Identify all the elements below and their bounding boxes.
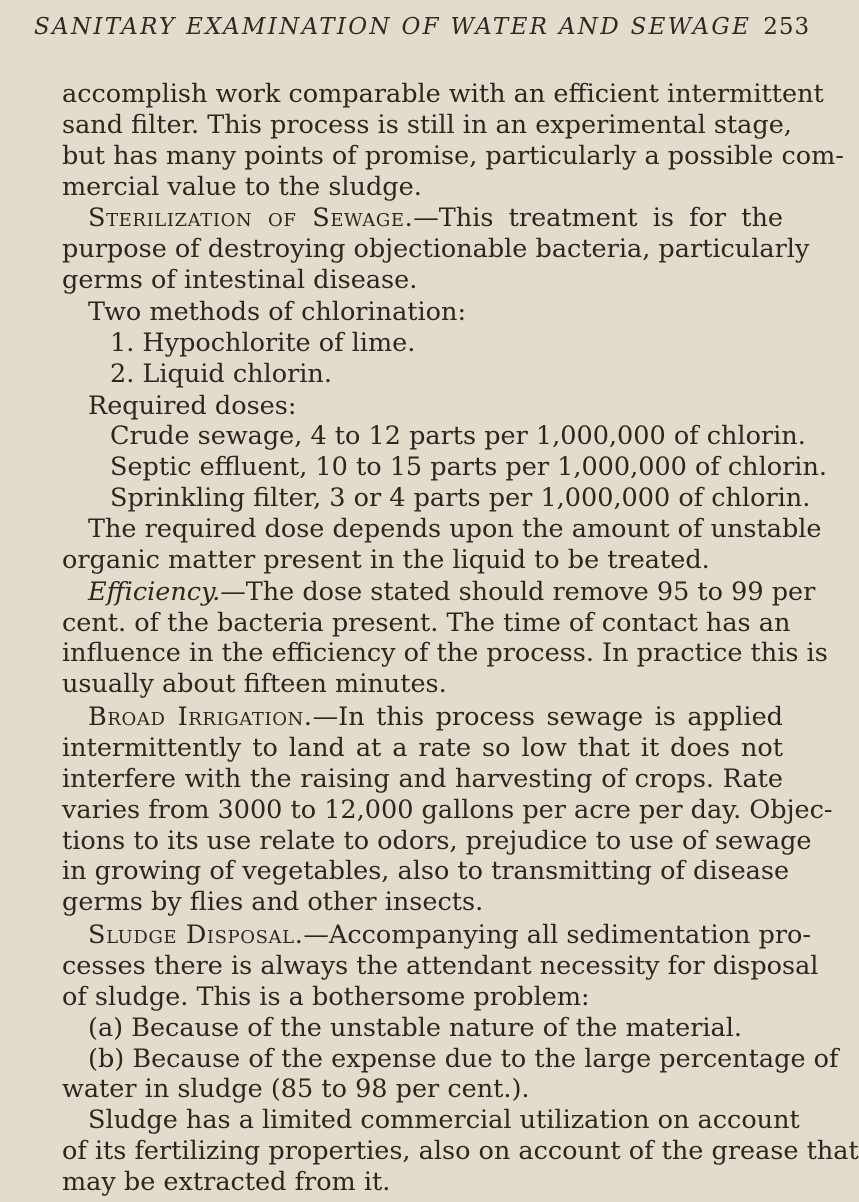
text-line: The required dose depends upon the amount of unstable <box>88 514 822 544</box>
text-line: germs of intestinal disease. <box>62 265 418 296</box>
text-line: varies from 3000 to 12,000 gallons per acre per day. Objec- <box>62 794 833 825</box>
text-line: of sludge. This is a bothersome problem: <box>62 981 590 1012</box>
header-title: SANITARY EXAMINATION OF WATER AND SEWAGE <box>34 14 752 40</box>
text-line: purpose of destroying objectionable bacteria, particularly <box>62 234 810 265</box>
text-line: Two methods of chlorination: <box>88 296 467 327</box>
list-item: 1. Hypochlorite of lime. <box>110 327 416 358</box>
text-line: may be extracted from it. <box>62 1167 391 1197</box>
text-line: Required doses: <box>88 390 297 421</box>
text-line: water in sludge (85 to 98 per cent.). <box>62 1074 530 1105</box>
text-line: mercial value to the sludge. <box>62 171 422 202</box>
text-line: intermittently to land at a rate so low that it does not <box>62 732 783 763</box>
paragraph-efficiency <box>88 576 816 608</box>
text-line: of its fertilizing properties, also on account of the grease that <box>62 1136 859 1167</box>
running-header <box>34 14 811 40</box>
text-span: —In this process sewage is applied <box>312 702 783 733</box>
page-number: 253 <box>763 14 811 40</box>
text-line: sand filter. This process is still in an experimental stage, <box>62 109 792 140</box>
list-item: (b) Because of the expense due to the large percentage of <box>88 1043 839 1074</box>
text-line: cesses there is always the attendant necessity for disposal <box>62 950 819 981</box>
text-line: accomplish work comparable with an efficient intermittent <box>62 79 824 109</box>
section-heading: Efficiency. <box>88 576 221 607</box>
text-line: Sludge has a limited commercial utilization on account <box>88 1105 800 1136</box>
text-line: influence in the efficiency of the process. In practice this is <box>62 638 828 669</box>
text-line: interfere with the raising and harvesting of crops. Rate <box>62 763 783 794</box>
text-line: but has many points of promise, particularly a possible com- <box>62 140 844 171</box>
list-item: Septic effluent, 10 to 15 parts per 1,000,000 of chlorin. <box>110 452 827 483</box>
section-heading: Sludge Disposal. <box>88 920 304 951</box>
text-line: germs by flies and other insects. <box>62 887 484 918</box>
text-span: —Accompanying all sedimentation pro- <box>303 920 811 951</box>
paragraph-sterilization <box>88 202 783 234</box>
list-item: Crude sewage, 4 to 12 parts per 1,000,000 of chlorin. <box>110 421 806 452</box>
text-span: —The dose stated should remove 95 to 99 per <box>220 576 816 607</box>
paragraph-broad-irrigation <box>88 701 783 733</box>
list-item: 2. Liquid chlorin. <box>110 358 332 389</box>
text-line: cent. of the bacteria present. The time of contact has an <box>62 607 791 638</box>
section-heading: Sterilization of Sewage. <box>88 203 414 234</box>
text-line: tions to its use relate to odors, prejudice to use of sewage <box>62 825 812 856</box>
paragraph-sludge-disposal <box>88 919 811 951</box>
section-heading: Broad Irrigation. <box>88 702 313 733</box>
text-span: —This treatment is for the <box>413 203 784 234</box>
list-item: (a) Because of the unstable nature of the material. <box>88 1012 743 1043</box>
text-line: in growing of vegetables, also to transmitting of disease <box>62 856 790 887</box>
list-item: Sprinkling filter, 3 or 4 parts per 1,000,000 of chlorin. <box>110 483 811 514</box>
text-line: organic matter present in the liquid to be treated. <box>62 544 710 575</box>
text-line: usually about fifteen minutes. <box>62 669 447 700</box>
